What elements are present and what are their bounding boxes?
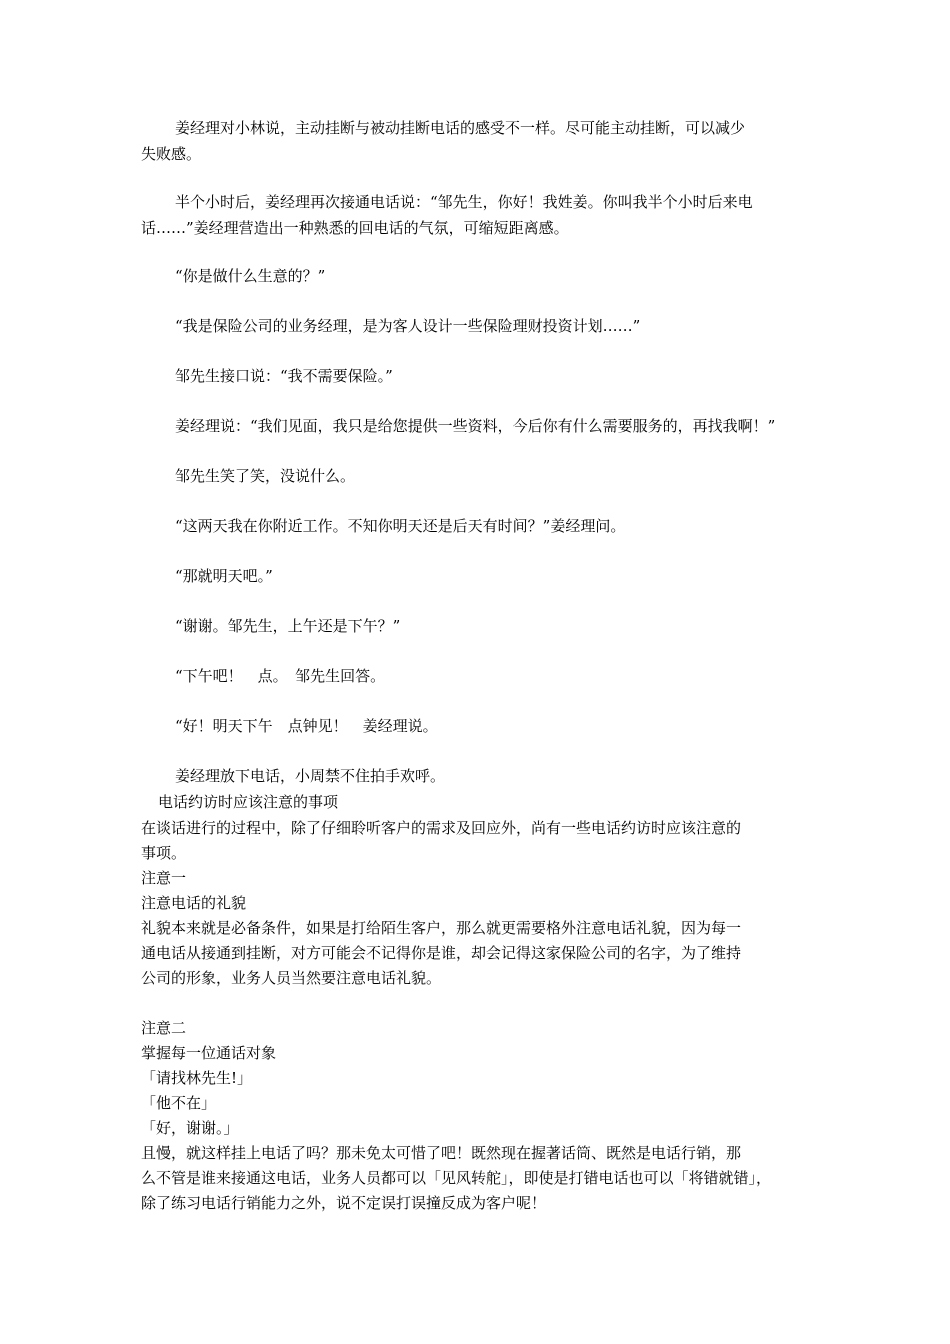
paragraph-line: 姜经理对小林说，主动挂断与被动挂断电话的感受不一样。尽可能主动挂断，可以减少 [175,119,746,137]
subsection-title: 注意电话的礼貌 [141,894,247,912]
dialogue-line: 邹先生笑了笑，没说什么。 [175,467,356,485]
paragraph-line: 么不管是谁来接通这电话，业务人员都可以「见风转舵」，即使是打错电话也可以「将错就错」， [141,1169,772,1187]
dialogue-line: 姜经理说：“我们见面，我只是给您提供一些资料，今后你有什么需要服务的，再找我啊！” [175,417,776,435]
paragraph-line: 半个小时后，姜经理再次接通电话说：“邹先生，你好！我姓姜。你叫我半个小时后来电 [175,193,753,211]
paragraph-line: 事项。 [141,844,187,862]
dialogue-line: “下午吧！ 点。 邹先生回答。 [175,667,386,685]
dialogue-line: “好！明天下午 点钟见！ 姜经理说。 [175,717,438,735]
dialogue-line: 「好，谢谢。」 [141,1119,239,1137]
paragraph-line: 话……”姜经理营造出一种熟悉的回电话的气氛，可缩短距离感。 [141,219,569,237]
paragraph-line: 在谈话进行的过程中，除了仔细聆听客户的需求及回应外，尚有一些电话约访时应该注意的 [141,819,742,837]
dialogue-line: “我是保险公司的业务经理，是为客人设计一些保险理财投资计划……” [175,317,641,335]
paragraph-line: 公司的形象，业务人员当然要注意电话礼貌。 [141,969,442,987]
subsection-title: 掌握每一位通话对象 [141,1044,277,1062]
dialogue-line: 「请找林先生!」 [141,1069,253,1087]
section-heading: 电话约访时应该注意的事项 [158,793,339,811]
dialogue-line: 邹先生接口说：“我不需要保险。” [175,367,393,385]
subsection-heading: 注意一 [141,869,187,887]
dialogue-line: 「他不在」 [141,1094,217,1112]
paragraph-line: 除了练习电话行销能力之外，说不定误打误撞反成为客户呢！ [141,1194,547,1212]
paragraph-line: 且慢，就这样挂上电话了吗？那未免太可惜了吧！既然现在握著话筒、既然是电话行销，那 [141,1144,742,1162]
paragraph-line: 通电话从接通到挂断，对方可能会不记得你是谁，却会记得这家保险公司的名字，为了维持 [141,944,742,962]
paragraph-line: 姜经理放下电话，小周禁不住拍手欢呼。 [175,767,446,785]
subsection-heading: 注意二 [141,1019,187,1037]
paragraph-line: 礼貌本来就是必备条件，如果是打给陌生客户，那么就更需要格外注意电话礼貌，因为每一 [141,919,742,937]
dialogue-line: “那就明天吧。” [175,567,273,585]
dialogue-line: “这两天我在你附近工作。不知你明天还是后天有时间？”姜经理问。 [175,517,626,535]
dialogue-line: “谢谢。邹先生，上午还是下午？” [175,617,401,635]
paragraph-line: 失败感。 [141,145,202,163]
dialogue-line: “你是做什么生意的？” [175,267,326,285]
